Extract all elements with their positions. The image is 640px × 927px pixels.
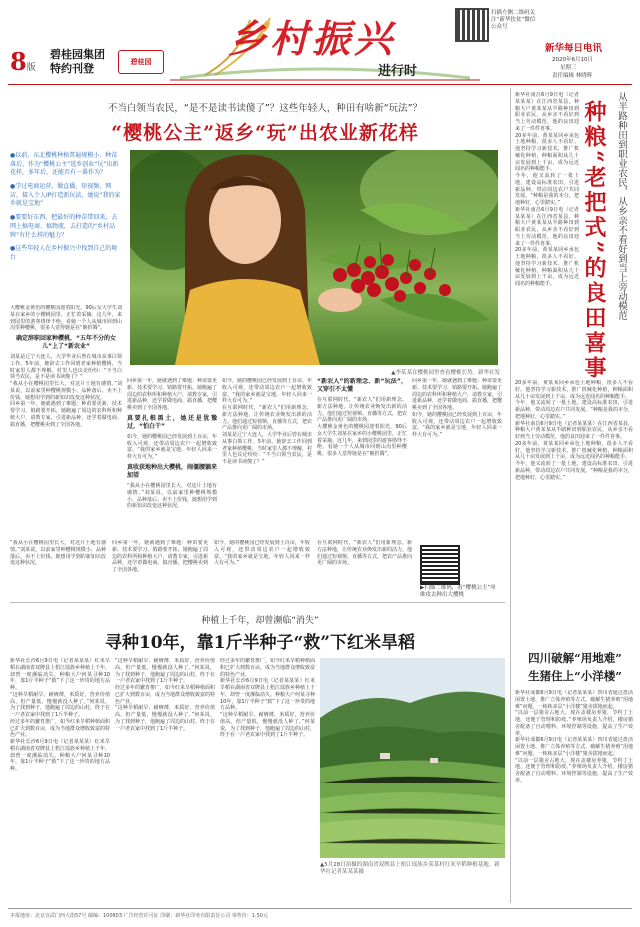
body-paragraph: 大樱桃金黄色的樱桃园迎着阳光，90后女大学生刘某在家乡的小樱桃园里，正忙着采摘。这几年，来到园里的游客络绎不绝，看她一个人从城市回到山沟里种樱桃，很多人觉得她是在“瞎折腾”。: [10, 305, 122, 332]
body-paragraph: 回乡第一年，她就遇到了难题：种苗要更新、技术要学习、销路要开拓。她跑遍了周边的农科所和种植大户，请教专家，引进新品种，还学着做电商、搞直播，把樱桃卖到了全国各地。: [127, 378, 217, 411]
lead-column-4: [317, 378, 407, 535]
summary-point: ●学过电商运营，做直播、短视频、网店，接入个人IP打造新玩法，她说“我的家乡就是宝地”: [10, 183, 121, 208]
body-paragraph: 新华社南昌6月9日电（记者某某某）在江西省某县，种粮大户黄某某从半路种田到职业农民，从乡亲不看好到当上劳动模范，他的良田迎来了一件件喜事。: [515, 206, 579, 247]
summary-point: ●这些年轻人在乡村振兴中找到自己的舞台: [10, 245, 118, 261]
second-column-3: [220, 658, 315, 898]
body-paragraph: 如今，她的樱桃园已经发展到上百亩，年收入可观，还带动周边农户一起增收致富。“我的家乡就是宝地，年轻人回来一样大有可为。”: [127, 433, 217, 461]
section-title: 乡村振兴: [228, 16, 397, 61]
lead-headline: “樱桃公主”返乡“玩”出农业新花样: [111, 122, 419, 144]
lead-photo-caption: ▲李某某在樱桃园里查看樱桃长势。新华社发: [391, 370, 500, 376]
body-paragraph: 大樱桃金黄色的樱桃园迎着阳光，90后女大学生刘某在家乡的小樱桃园里，正忙着采摘。这几年，来到园里的游客络绎不绝，看她一个人从城市回到山沟里种樱桃，很多人觉得她是在“瞎折腾”。: [317, 424, 407, 458]
right-deck: 从半路种田到职业农民，从乡亲不看好到当上旁动模范: [616, 92, 627, 320]
video-qr-code[interactable]: [420, 545, 460, 585]
body-paragraph: 20多年前，黄某某回乡承包土地种粮，很多人不看好。他坚持学习新技术，推广机械化种植，种粮面积从几十亩发展到上千亩，成为远近闻名的种粮能手。: [515, 132, 579, 173]
second-headline: 寻种10年，靠1斤半种子“救”下红米旱稻: [104, 633, 416, 653]
body-paragraph: “这种旱稻耐旱、耐瘠薄，米质好，营养价值高，但产量低，慢慢就没人种了。”何某说，为了找到种子，他跑遍了周边的山村，终于在一户老农家中找到了1斤半种子。: [220, 712, 315, 739]
masthead-qr-code: [455, 8, 489, 42]
rice-photo-caption: ▲5月28日拍摄的湖南省双牌县上梧江瑶族乡某某村红米旱稻种植基地。新华社记者某某某摄: [320, 862, 500, 876]
lead-column-5: [412, 378, 502, 535]
masthead-qr-caption: 扫描左侧二维码关注“新华扶贫”微信公众号: [491, 10, 536, 31]
bottom-right-headline-2: 生猪住上“小洋楼”: [528, 669, 622, 683]
body-paragraph: “这种旱稻耐旱、耐瘠薄，米质好，营养价值高，但产量低，慢慢就没人种了。”何某说，为了找到种子，他跑遍了周边的山村，终于在一户老农家中找到了1斤半种子。: [115, 705, 215, 732]
lead-subhead-3: 真收获地种出大樱桃，闹僵腰躺来加望: [127, 463, 217, 480]
sponsor-line-1: 碧桂园集团: [50, 48, 105, 61]
body-paragraph: 回乡第一年，她就遇到了难题：种苗要更新、技术要学习、销路要开拓。她跑遍了周边的农科所和种植大户，请教专家，引进新品种，还学着做电商、搞直播，把樱桃卖到了全国各地。: [112, 540, 208, 573]
lead-column-3: [222, 378, 312, 535]
lead-summary-box: [10, 152, 122, 300]
summary-point: ●以前，东北樱桃种植普遍规模小、种苗落后。作为“樱桃公主”返乡创业“玩”出新花样，多年后，还能否有一番作为？: [10, 152, 119, 177]
lead-column-2: [127, 378, 217, 535]
body-paragraph: 新华社南昌6月9日电（记者某某某）在江西省某县，种粮大户黄某某从半路种田到职业农民，从乡亲不看好到当上劳动模范，他的良田迎来了一件件喜事。: [515, 420, 633, 440]
body-paragraph: 今年，他又流转了一批土地，建设高标准农田，引进新品种，带动周边农户共同发展。“种粮是我的本分，把地种好，心里踏实。”: [515, 173, 579, 206]
lead-subhead-2: 真要扎根黑土，她还是犹豫过，“怕白干”: [127, 414, 217, 430]
body-paragraph: “以前一层猪舍占地大，现在盖楼房养猪，节约了土地，还便于管理和防疫。”养殖场负责人介绍，楼房猪舍配备了自动喂料、环境控制等设施，提高了生产效率。: [515, 757, 633, 784]
body-paragraph: 如今，她的樱桃园已经发展到上百亩，年收入可观，还带动周边农户一起增收致富。“我的家乡就是宝地，年轻人回来一样大有可为。”: [412, 411, 502, 438]
body-paragraph: 刘某是辽宁大连人，大学毕业后曾在城市从事白领工作。5年前，她辞去工作回到老家种植樱桃，当时家里人都不理解，村里人也议论纷纷：“不当白领当农民，是不是读书读傻了？”: [222, 432, 312, 465]
issue-date: 2020年6月10日: [552, 57, 593, 63]
body-paragraph: 回乡第一年，她就遇到了难题：种苗要更新、技术要学习、销路要开拓。她跑遍了周边的农科所和种植大户，请教专家，引进新品种，还学着做电商、搞直播，把樱桃卖到了全国各地。: [412, 378, 502, 411]
body-paragraph: 今年，他又流转了一批土地，建设高标准农田，引进新品种，带动周边农户共同发展。“种粮是我的本分，把地种好，心里踏实。”: [515, 461, 633, 481]
cherry-farmer-illustration: [130, 150, 498, 365]
terraced-field-illustration: [320, 658, 505, 858]
editor-credit: 责任编辑 林晓辉: [552, 73, 593, 79]
body-paragraph: “这种旱稻耐旱、耐瘠薄，米质好，营养价值高，但产量低，慢慢就没人种了。”何某说，为了找到种子，他跑遍了周边的山村，终于在一户老农家中找到了1斤半种子。: [115, 658, 215, 685]
body-paragraph: “这种旱稻耐旱、耐瘠薄，米质好，营养价值高，但产量低，慢慢就没人种了。”何某说，为了找到种子，他跑遍了周边的山村，终于在一户老农家中找到了1斤半种子。: [10, 691, 110, 718]
video-qr-caption: ▶扫描二维码，看“樱桃公主”单维攻去种出大樱桃: [420, 585, 496, 599]
sponsor-logo-text: 碧桂园: [130, 58, 152, 66]
right-column-3: [515, 690, 633, 900]
body-paragraph: 20多年前，黄某某回乡承包土地种粮，很多人不看好。他坚持学习新技术，推广机械化种植，种粮面积从几十亩发展到上千亩，成为远近闻名的种粮能手。: [515, 380, 633, 400]
second-kicker: 种植上千年，却曾濒临“消失”: [201, 616, 319, 626]
body-paragraph: “我从小在樱桃园里长大，对这片土地有感情。”刘某说，以前家里种樱桃规模小、品种落后、卖不上价钱，她想用学到的新知识改变这种状况。: [127, 483, 217, 510]
footer-rule: [8, 908, 632, 909]
right-column-divider: [510, 88, 511, 903]
second-column-1: [10, 658, 110, 898]
lead-kicker: 不当白领当农民，“是不是读书读傻了”？这些年轻人，种田有啥新“玩法”？: [107, 103, 423, 114]
body-paragraph: 如今，她的樱桃园已经发展到上百亩，年收入可观，还带动周边农户一起增收致富。“我的家乡就是宝地，年轻人回来一样大有可为。”: [214, 540, 310, 567]
second-story-rule: [10, 602, 505, 603]
body-paragraph: “我从小在樱桃园里长大，对这片土地有感情。”刘某说，以前家里种樱桃规模小、品种落后、卖不上价钱，她想用学到的新知识改变这种状况。: [10, 381, 122, 401]
lead-column-6: [317, 540, 412, 595]
bottom-right-headline-1: 四川破解“用地难”: [528, 651, 622, 665]
lead-subhead-4: “新农人”的新理念、新“玩法”，又穿引不太懂: [317, 378, 407, 394]
right-column-2: [515, 380, 633, 635]
masthead: [0, 0, 640, 82]
body-paragraph: 20多年前，黄某某回乡承包土地种粮，很多人不看好。他坚持学习新技术，推广机械化种植，种粮面积从几十亩发展到上千亩，成为远近闻名的种粮能手。: [515, 440, 633, 461]
body-paragraph: 如今，她的樱桃园已经发展到上百亩，年收入可观，还带动周边农户一起增收致富。“我的家乡就是宝地，年轻人回来一样大有可为。”: [222, 378, 312, 405]
body-paragraph: 经过多年的繁育推广，如今红米旱稻种植面积已扩大到数百亩，成为当地群众增收致富的特色产业。: [10, 718, 110, 739]
body-paragraph: 新华社长沙6月9日电（记者某某某）红米旱稻在湖南省双牌县上梧江瑶族乡种植上千年，却曾一度濒临消失。种粮大户何某寻种10年，靠1斤半种子“救”下了这一珍贵的地方品种。: [220, 678, 315, 712]
sponsor-line-2: 特约刊登: [50, 62, 94, 75]
lead-column-1: [10, 305, 122, 535]
lead-photo: [130, 150, 498, 365]
body-paragraph: 新华社长沙6月9日电（记者某某某）红米旱稻在湖南省双牌县上梧江瑶族乡种植上千年，却曾一度濒临消失。种粮大户何某寻种10年，靠1斤半种子“救”下了这一珍贵的地方品种。: [10, 658, 110, 691]
page-number: 8版: [10, 47, 36, 76]
body-paragraph: “以前一层猪舍占地大，现在盖楼房养猪，节约了土地，还便于管理和防疫。”养殖场负责人介绍，楼房猪舍配备了自动喂料、环境控制等设施，提高了生产效率。: [515, 710, 633, 737]
body-paragraph: 新华社成都6月9日电（记者某某某）四川省通过盘活闲置土地、推广立体养殖等方式，破解生猪养殖“用地难”问题，一栋栋多层“小洋楼”猪舍拔地而起。: [515, 737, 633, 757]
footer-text: 本报地址：北京宣武门西大街57号 邮编：100803 广告经营许可证 印刷：新华社印务有限责任公司 零售价：1.50元: [10, 913, 268, 919]
newspaper-name: 新华每日电讯: [545, 43, 603, 54]
body-paragraph: 经过多年的繁育推广，如今红米旱稻种植面积已扩大到数百亩，成为当地群众增收致富的特色产业。: [115, 685, 215, 705]
rice-field-photo: [320, 658, 505, 858]
body-paragraph: 经过多年的繁育推广，如今红米旱稻种植面积已扩大到数百亩，成为当地群众增收致富的特色产业。: [220, 658, 315, 678]
body-paragraph: 今年，他又流转了一批土地，建设高标准农田，引进新品种，带动周边农户共同发展。“种粮是我的本分，把地种好，心里踏实。”: [515, 400, 633, 420]
second-column-2: [115, 658, 215, 898]
body-paragraph: 在互联网时代，“新农人”们用新理念、新方法种地，让传统农业焕发出新的活力。他们通过短视频、直播等方式，把农产品推向更广阔的市场。: [222, 405, 312, 432]
right-headline: 种粮“老把式”的良田喜事: [581, 100, 607, 382]
body-paragraph: 新华社成都6月9日电（记者某某某）四川省通过盘活闲置土地、推广立体养殖等方式，破解生猪养殖“用地难”问题，一栋栋多层“小洋楼”猪舍拔地而起。: [515, 690, 633, 710]
section-subtitle: 进行时: [378, 64, 418, 79]
body-paragraph: “我从小在樱桃园里长大，对这片土地有感情。”刘某说，以前家里种樱桃规模小、品种落后、卖不上价钱，她想用学到的新知识改变这种状况。: [10, 540, 106, 567]
body-paragraph: 刘某是辽宁大连人，大学毕业后曾在城市从事白领工作。5年前，她辞去工作回到老家种植樱桃，当时家里人都不理解，村里人也议论纷纷：“不当白领当农民，是不是读书读傻了？”: [10, 354, 122, 381]
body-paragraph: 回乡第一年，她就遇到了难题：种苗要更新、技术要学习、销路要开拓。她跑遍了周边的农科所和种植大户，请教专家，引进新品种，还学着做电商、搞直播，把樱桃卖到了全国各地。: [10, 401, 122, 428]
body-paragraph: 新华社南昌6月9日电（记者某某某）在江西省某县，种粮大户黄某某从半路种田到职业农民，从乡亲不看好到当上劳动模范，他的良田迎来了一件件喜事。: [515, 92, 579, 132]
body-paragraph: 在互联网时代，“新农人”们用新理念、新方法种地，让传统农业焕发出新的活力。他们通过短视频、直播等方式，把农产品推向更广阔的市场。: [317, 540, 412, 567]
body-paragraph: 在互联网时代，“新农人”们用新理念、新方法种地，让传统农业焕发出新的活力。他们通过短视频、直播等方式，把农产品推向更广阔的市场。: [317, 397, 407, 424]
body-paragraph: 新华社长沙6月9日电（记者某某某）红米旱稻在湖南省双牌县上梧江瑶族乡种植上千年，却曾一度濒临消失。种粮大户何某寻种10年，靠1斤半种子“救”下了这一珍贵的地方品种。: [10, 739, 110, 772]
masthead-rule: [8, 84, 632, 85]
lead-subhead-1: 确定辞职回家种樱桃，“五年不分的女儿”上了“新农业”: [16, 335, 116, 351]
issue-weekday: 星期三: [560, 65, 577, 71]
lead-column-7: [10, 540, 310, 595]
body-paragraph: 20多年前，黄某某回乡承包土地种粮，很多人不看好。他坚持学习新技术，推广机械化种植，种粮面积从几十亩发展到上千亩，成为远近闻名的种粮能手。: [515, 247, 579, 287]
summary-point: ●要要好东西，把最好的种苗带回来，去网上搞电商、搞物流，去打造的“乡村品牌”有什么样的魅力？: [10, 214, 118, 239]
